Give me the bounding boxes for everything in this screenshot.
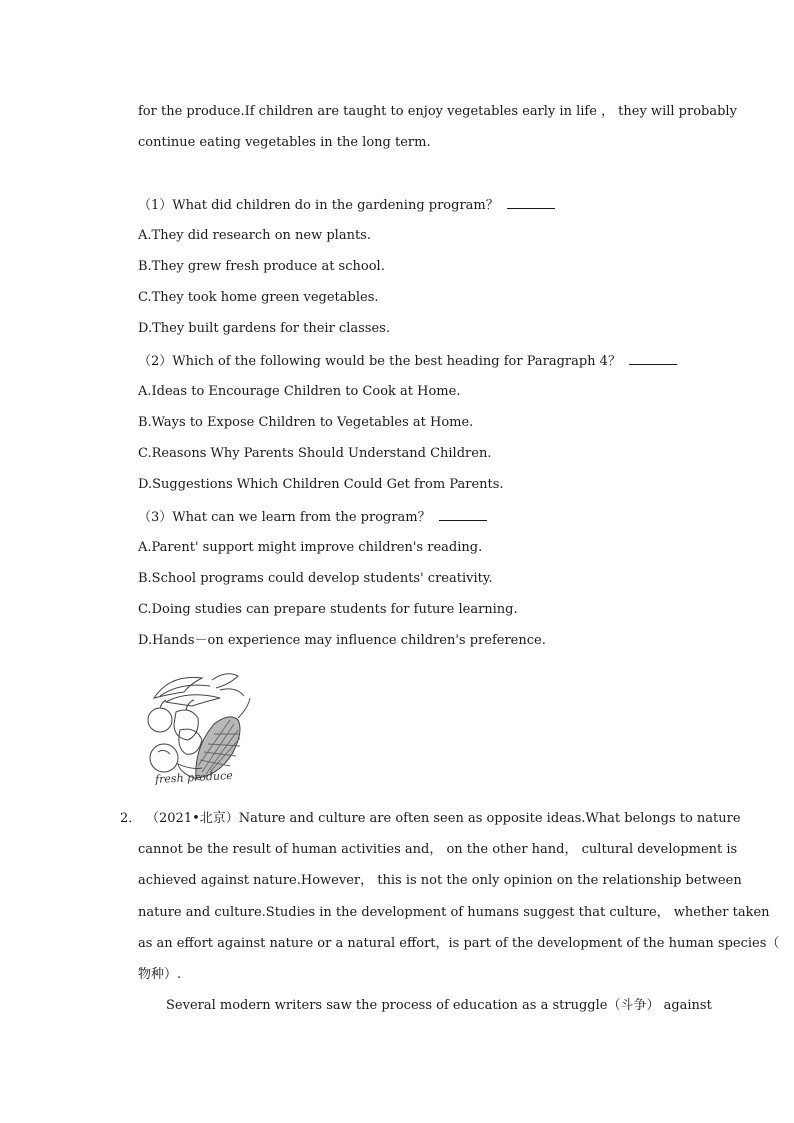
question-2-option-c: C.Reasons Why Parents Should Understand Children. [138,446,492,461]
passage-text: continue eating vegetables in the long term. [138,135,431,150]
passage-text: as an effort against nature or a natural effort，is part of the development of the human species（ [138,936,780,951]
question-2-option-a: A.Ideas to Encourage Children to Cook at Home. [138,384,461,399]
question-3-stem: （3）What can we learn from the program？ [138,509,673,526]
answer-blank[interactable] [629,353,677,365]
passage-text: Several modern writers saw the process of education as a struggle（斗争） against [166,998,712,1013]
question-1-stem: （1）What did children do in the gardening program？ [138,197,673,214]
passage-text: for the produce.If children are taught to enjoy vegetables early in life ， they will probably [138,104,737,119]
question-2-option-b: B.Ways to Expose Children to Vegetables at Home. [138,415,474,430]
question-1-option-c: C.They took home green vegetables. [138,290,379,305]
question-3-option-d: D.Hands－on experience may influence children's preference. [138,633,546,648]
question-1-option-d: D.They built gardens for their classes. [138,321,390,336]
passage-text: achieved against nature.However， this is not the only opinion on the relationship between [138,873,742,888]
passage-text: cannot be the result of human activities and， on the other hand， cultural development is [138,842,738,857]
answer-blank[interactable] [507,197,555,209]
question-1-option-b: B.They grew fresh produce at school. [138,259,385,274]
passage-text: 物种）. [138,967,182,982]
question-2-stem: （2）Which of the following would be the best heading for Paragraph 4？ [138,353,673,370]
question-3-option-c: C.Doing studies can prepare students for future learning. [138,602,518,617]
figure-caption: fresh produce [154,768,234,787]
passage-text: nature and culture.Studies in the development of humans suggest that culture， whether taken [138,905,770,920]
question-3-option-a: A.Parent' support might improve children's reading. [138,540,483,555]
question-2-option-d: D.Suggestions Which Children Could Get from Parents. [138,477,504,492]
question-number: 2． [120,811,142,826]
answer-blank[interactable] [439,509,487,521]
question-1-option-a: A.They did research on new plants. [138,228,371,243]
passage-text: （2021•北京）Nature and culture are often seen as opposite ideas.What belongs to nature [146,811,741,826]
question-3-option-b: B.School programs could develop students' creativity. [138,571,493,586]
